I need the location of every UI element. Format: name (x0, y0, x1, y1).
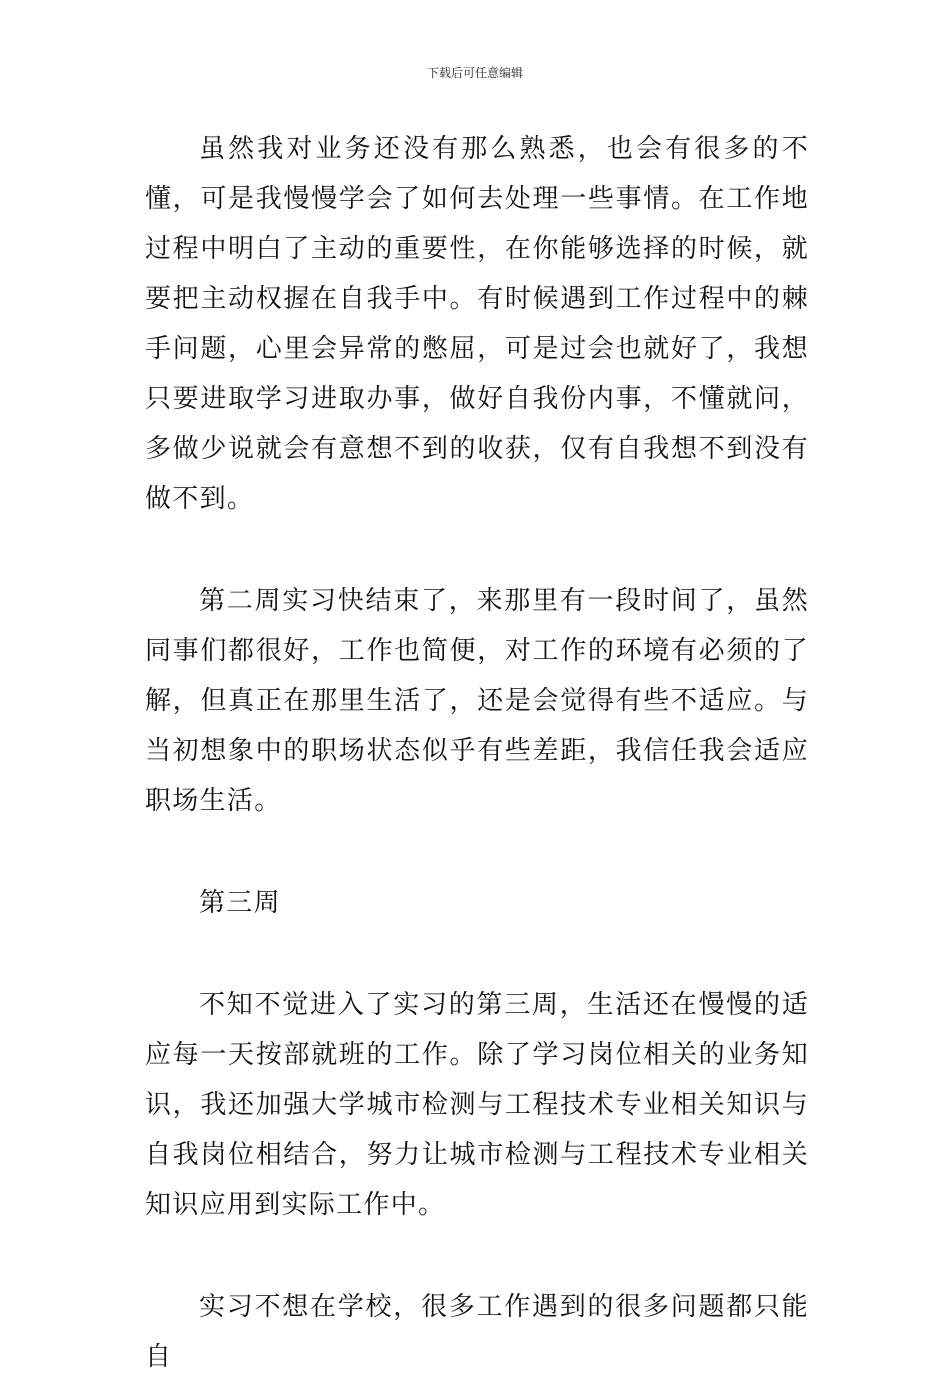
paragraph-3: 不知不觉进入了实习的第三周，生活还在慢慢的适应每一天按部就班的工作。除了学习岗位相关的业务知识，我还加强大学城市检测与工程技术专业相关知识与自我岗位相结合，努力让城市检测与工程技术专业相关知识应用到实际工作中。 (145, 990, 809, 1220)
paragraph-4: 实习不想在学校，很多工作遇到的很多问题都只能自 (145, 1292, 809, 1372)
page-header: 下载后可任意编辑 (426, 66, 523, 80)
document-body (145, 124, 809, 1382)
paragraph-2: 第二周实习快结束了，来那里有一段时间了，虽然同事们都很好，工作也简便，对工作的环境有必须的了解，但真正在那里生活了，还是会觉得有些不适应。与当初想象中的职场状态似乎有些差距，我信任我会适应职场生活。 (145, 586, 809, 816)
paragraph-1: 虽然我对业务还没有那么熟悉，也会有很多的不懂，可是我慢慢学会了如何去处理一些事情。在工作地过程中明白了主动的重要性，在你能够选择的时候，就要把主动权握在自我手中。有时候遇到工作过程中的棘手问题，心里会异常的憋屈，可是过会也就好了，我想只要进取学习进取办事，做好自我份内事，不懂就问，多做少说就会有意想不到的收获，仅有自我想不到没有做不到。 (145, 134, 809, 514)
section-heading-week-3: 第三周 (199, 888, 281, 918)
